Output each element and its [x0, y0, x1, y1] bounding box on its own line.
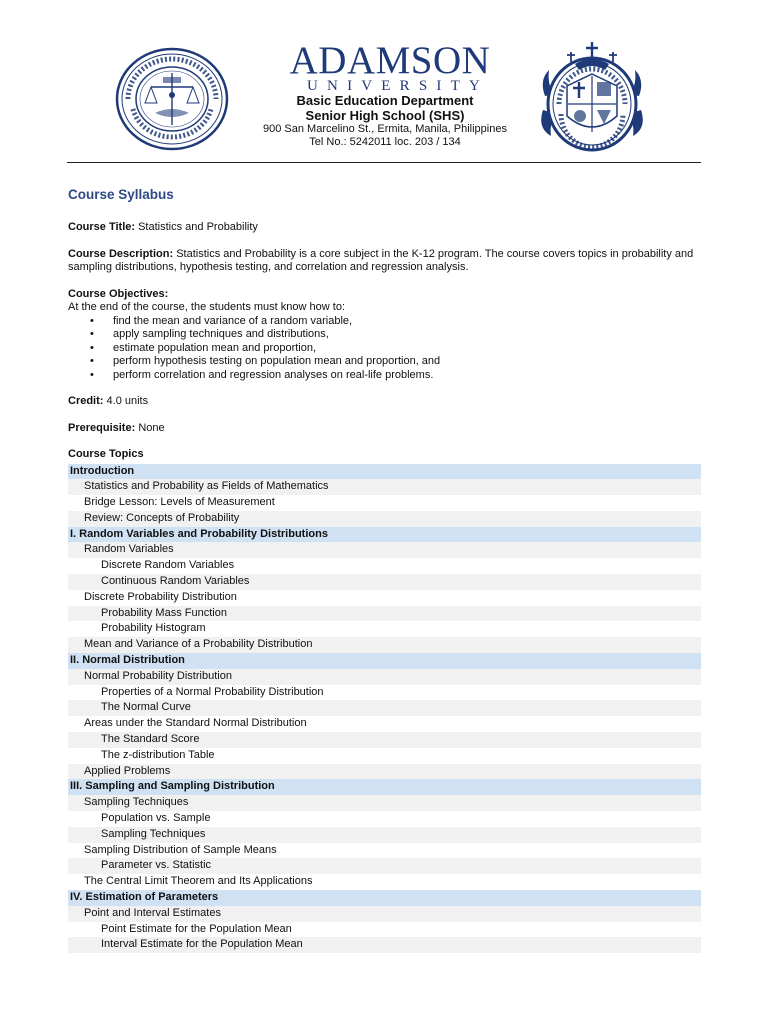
topic-row: Areas under the Standard Normal Distribution — [68, 716, 701, 732]
topic-row: Normal Probability Distribution — [68, 669, 701, 685]
topic-row: Random Variables — [68, 542, 701, 558]
course-objectives-intro: At the end of the course, the students must know how to: — [68, 301, 345, 313]
topic-section-row: Introduction — [68, 464, 701, 480]
school-address: 900 San Marcelino St., Ermita, Manila, Philippines — [263, 123, 507, 135]
course-description-value: Statistics and Probability is a core subject in the K-12 program. The course covers topics in probability and sampling distributions, hypothesis testing, and correlation and regression analysis. — [68, 247, 694, 273]
topic-row: Population vs. Sample — [68, 811, 701, 827]
list-item: • estimate population mean and proportion, — [90, 341, 317, 354]
topic-row: Bridge Lesson: Levels of Measurement — [68, 495, 701, 511]
credit-value: 4.0 units — [106, 395, 149, 407]
course-objectives — [68, 288, 702, 383]
course-topics-table — [68, 464, 701, 954]
topic-row: The z-distribution Table — [68, 748, 701, 764]
objectives-list — [68, 315, 702, 383]
topic-row: Review: Concepts of Probability — [68, 511, 701, 527]
school-telephone: Tel No.: 5242011 loc. 203 / 134 — [309, 136, 461, 148]
course-title-value: Statistics and Probability — [138, 221, 258, 233]
header-divider — [67, 162, 701, 163]
letterhead — [0, 0, 768, 165]
credit-field — [68, 395, 702, 409]
prerequisite-value: None — [138, 421, 165, 434]
brand-subtitle: UNIVERSITY — [307, 78, 489, 94]
topic-row: Probability Mass Function — [68, 606, 701, 622]
course-title-field — [68, 221, 702, 235]
topic-row: Sampling Distribution of Sample Means — [68, 843, 701, 859]
bullet-icon: • — [90, 328, 94, 340]
bullet-icon: • — [90, 368, 94, 381]
bullet-icon: • — [90, 341, 94, 354]
topic-section-row: IV. Estimation of Parameters — [68, 890, 701, 906]
course-description-label: Course Description: — [68, 247, 174, 260]
document-title: Course Syllabus — [68, 187, 174, 202]
syllabus-content — [68, 186, 702, 953]
topic-section-row: III. Sampling and Sampling Distribution — [68, 779, 701, 795]
topic-row: Continuous Random Variables — [68, 574, 701, 590]
topic-row: The Normal Curve — [68, 700, 701, 716]
school-name: Senior High School (SHS) — [305, 108, 465, 123]
topic-row: Applied Problems — [68, 764, 701, 780]
topic-row: Point and Interval Estimates — [68, 906, 701, 922]
course-topics-label: Course Topics — [68, 448, 144, 460]
course-description-field — [68, 248, 702, 275]
course-title-label: Course Title: — [68, 221, 136, 233]
credit-label: Credit: — [68, 395, 104, 407]
topic-section-row: I. Random Variables and Probability Distributions — [68, 527, 701, 543]
topic-row: Parameter vs. Statistic — [68, 858, 701, 874]
basic-education-seal-logo — [537, 40, 647, 154]
brand-block — [240, 39, 530, 149]
topic-row: The Standard Score — [68, 732, 701, 748]
department-name: Basic Education Department — [296, 93, 474, 108]
prerequisite-field — [68, 422, 702, 436]
topic-row: Interval Estimate for the Population Mean — [68, 937, 701, 953]
topic-row: Sampling Techniques — [68, 827, 701, 843]
topic-row: Discrete Random Variables — [68, 558, 701, 574]
topic-row: Properties of a Normal Probability Distribution — [68, 685, 701, 701]
list-item: • perform hypothesis testing on population mean and proportion, and — [90, 355, 441, 367]
topic-row: Discrete Probability Distribution — [68, 590, 701, 606]
topic-row: Mean and Variance of a Probability Distribution — [68, 637, 701, 653]
list-item: • perform correlation and regression analyses on real-life problems. — [90, 368, 434, 381]
prerequisite-label: Prerequisite: — [68, 421, 136, 434]
topic-row: Probability Histogram — [68, 621, 701, 637]
topic-section-row: II. Normal Distribution — [68, 653, 701, 669]
topic-row: Statistics and Probability as Fields of Mathematics — [68, 479, 701, 495]
bullet-icon: • — [90, 355, 94, 367]
brand-name: ADAMSON — [289, 39, 491, 82]
topic-row: Sampling Techniques — [68, 795, 701, 811]
topic-row: The Central Limit Theorem and Its Applications — [68, 874, 701, 890]
course-objectives-label: Course Objectives: — [68, 287, 169, 300]
university-seal-logo — [115, 47, 229, 151]
bullet-icon: • — [90, 314, 94, 327]
list-item: • find the mean and variance of a random variable, — [90, 314, 353, 327]
topic-row: Point Estimate for the Population Mean — [68, 922, 701, 938]
list-item: • apply sampling techniques and distributions, — [90, 328, 329, 340]
